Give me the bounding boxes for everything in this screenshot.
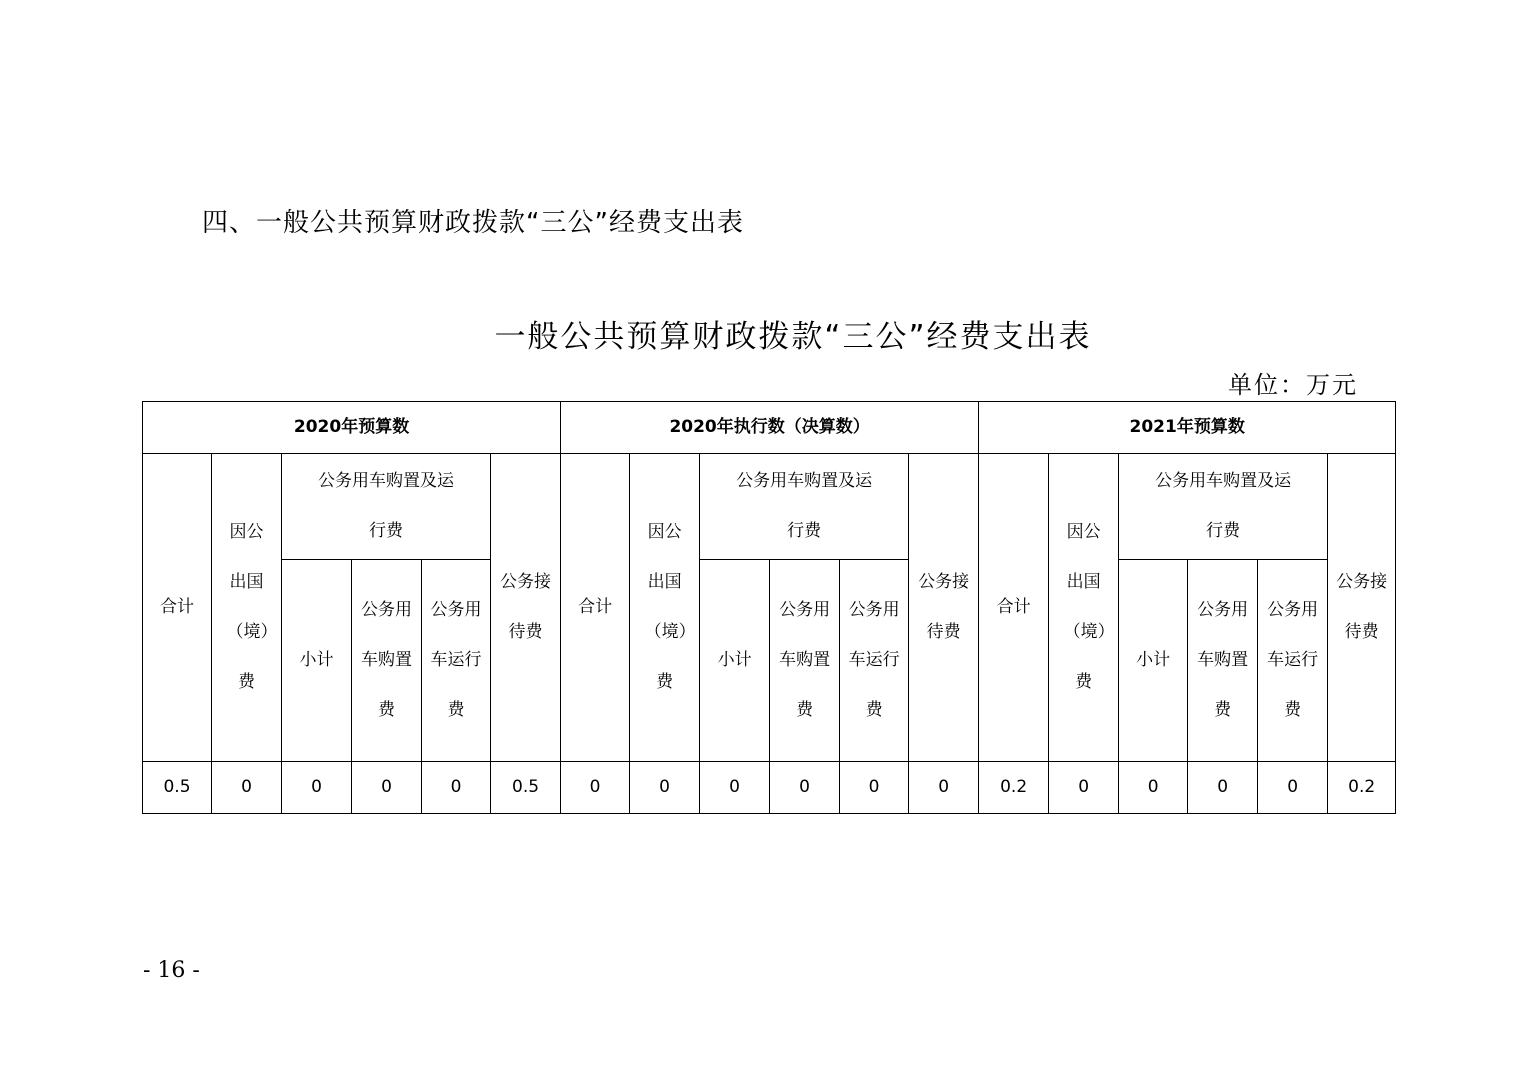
col-subtotal [1119,560,1188,762]
col-operation-label: 公务用车运行费 [1267,600,1319,720]
col-reception [909,454,979,762]
table-title: 一般公共预算财政拨款“三公”经费支出表 [494,319,1092,355]
col-purchase [1188,560,1258,762]
col-vehicle [282,454,491,560]
col-reception-label: 公务接待费 [918,572,970,642]
col-subtotal [700,560,770,762]
cell-purchase: 0 [352,762,422,814]
col-vehicle-label: 公务用车购置及运行费 [1155,471,1292,541]
cell-operation: 0 [422,762,491,814]
col-reception [491,454,561,762]
section-heading: 四、一般公共预算财政拨款“三公”经费支出表 [202,208,744,238]
col-abroad [1049,454,1119,762]
col-subtotal [282,560,352,762]
value-row [143,762,1396,814]
col-abroad-label: 因公出国（境）费 [644,522,696,692]
col-reception-label: 公务接待费 [1336,572,1388,642]
cell-abroad: 0 [212,762,282,814]
col-subtotal-label: 小计 [1136,650,1171,670]
subcolumn-header-row [143,560,1396,762]
col-vehicle [1119,454,1328,560]
col-operation [840,560,909,762]
group-title: 2020年预算数 [143,402,561,454]
col-reception-label: 公务接待费 [500,572,552,642]
cell-subtotal: 0 [1119,762,1188,814]
cell-reception: 0 [909,762,979,814]
cell-total: 0.5 [143,762,212,814]
unit-label: 单位：万元 [1228,371,1358,399]
page-number: - 16 - [143,958,200,983]
group-title: 2020年执行数（决算数） [561,402,979,454]
col-vehicle-label: 公务用车购置及运行费 [736,471,873,541]
col-vehicle-label: 公务用车购置及运行费 [318,471,454,541]
cell-reception: 0.2 [1328,762,1396,814]
col-total: 合计 [143,454,212,762]
cell-operation: 0 [1258,762,1328,814]
col-total: 合计 [979,454,1049,762]
col-subtotal-label: 小计 [299,650,334,670]
cell-abroad: 0 [1049,762,1119,814]
col-purchase-label: 公务用车购置费 [1197,600,1249,720]
col-operation [1258,560,1328,762]
col-reception [1328,454,1396,762]
cell-total: 0 [561,762,630,814]
cell-abroad: 0 [630,762,700,814]
group-header-row [143,402,1396,454]
col-subtotal-label: 小计 [717,650,752,670]
col-abroad [212,454,282,762]
cell-subtotal: 0 [700,762,770,814]
col-vehicle [700,454,909,560]
cell-reception: 0.5 [491,762,561,814]
cell-purchase: 0 [770,762,840,814]
col-abroad-label: 因公出国（境）费 [226,522,278,692]
col-abroad [630,454,700,762]
col-abroad-label: 因公出国（境）费 [1063,522,1115,692]
cell-subtotal: 0 [282,762,352,814]
col-operation-label: 公务用车运行费 [848,600,900,720]
col-operation-label: 公务用车运行费 [430,600,482,720]
col-purchase [352,560,422,762]
cell-purchase: 0 [1188,762,1258,814]
col-operation [422,560,491,762]
col-purchase-label: 公务用车购置费 [779,600,831,720]
col-total: 合计 [561,454,630,762]
col-purchase-label: 公务用车购置费 [361,600,412,720]
cell-total: 0.2 [979,762,1049,814]
col-purchase [770,560,840,762]
cell-operation: 0 [840,762,909,814]
budget-table [142,401,1396,814]
group-title: 2021年预算数 [979,402,1396,454]
column-header-row [143,454,1396,560]
